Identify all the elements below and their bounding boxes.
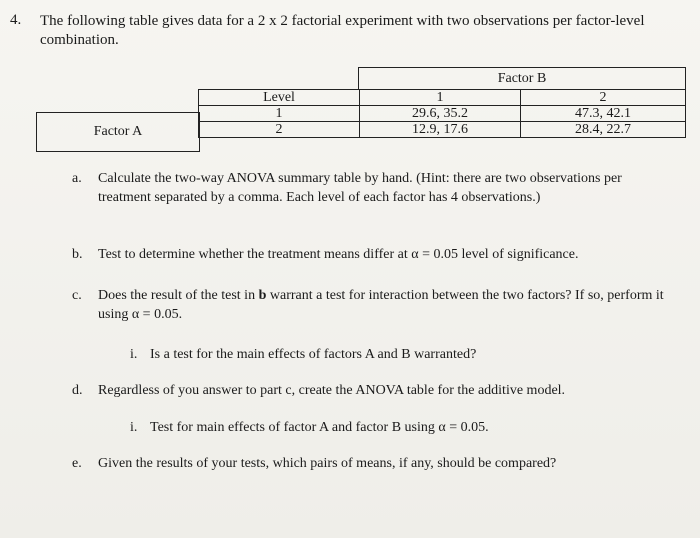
table-cell: 47.3, 42.1 — [521, 106, 686, 122]
part-c-i-label: i. — [130, 347, 138, 362]
part-c-text-before: Does the result of the test in — [98, 288, 259, 303]
part-d-i-label: i. — [130, 420, 138, 435]
table-cell: 2 — [521, 90, 686, 106]
question-stem: The following table gives data for a 2 x 2 factorial experiment with two observations per factor-level combination. — [40, 13, 645, 48]
part-d-text: Regardless of you answer to part c, create the ANOVA table for the additive model. — [98, 383, 566, 398]
part-c-i-text: Is a test for the main effects of factors A and B warranted? — [150, 347, 477, 362]
part-c-label: c. — [72, 288, 82, 303]
table-cell: Level — [199, 90, 360, 106]
table-cell: 28.4, 22.7 — [521, 122, 686, 138]
factor-a-label: Factor A — [36, 112, 200, 152]
table-cell: 12.9, 17.6 — [360, 122, 521, 138]
part-d-i-text: Test for main effects of factor A and factor B using α = 0.05. — [150, 420, 489, 435]
table-header-row — [199, 90, 686, 106]
part-e-text: Given the results of your tests, which pairs of means, if any, should be compared? — [98, 456, 557, 471]
table-cell: 29.6, 35.2 — [360, 106, 521, 122]
part-c-text — [98, 286, 668, 324]
part-d-label: d. — [72, 383, 83, 398]
part-b-text: Test to determine whether the treatment means differ at α = 0.05 level of significance. — [98, 247, 579, 262]
table-cell: 1 — [199, 106, 360, 122]
part-b-label: b. — [72, 247, 83, 262]
table-cell: 2 — [199, 122, 360, 138]
part-c-text-after: warrant a test for interaction between the two factors? If so, perform it using α = 0.05. — [98, 288, 664, 322]
factor-b-header: Factor B — [358, 67, 686, 90]
table-row — [199, 106, 686, 122]
part-a-label: a. — [72, 171, 82, 186]
table-cell: 1 — [360, 90, 521, 106]
part-e-label: e. — [72, 456, 82, 471]
part-c-bold: b — [258, 288, 267, 303]
part-a-text: Calculate the two-way ANOVA summary table by hand. (Hint: there are two observations per treatment separated by a comma. Each level of each factor has 4 observations.) — [98, 171, 622, 205]
table-row — [199, 122, 686, 138]
question-number: 4. — [10, 12, 22, 28]
data-table — [198, 89, 686, 138]
